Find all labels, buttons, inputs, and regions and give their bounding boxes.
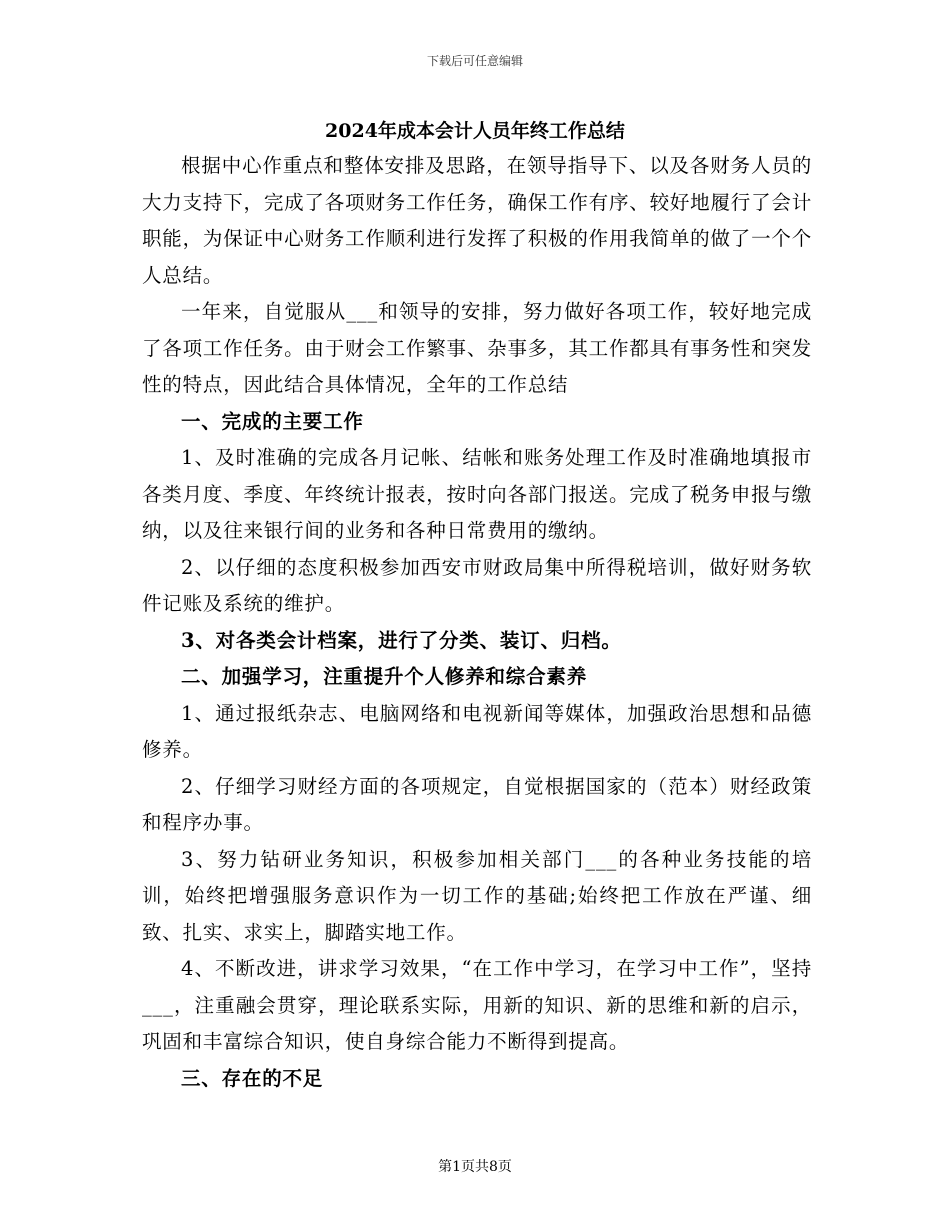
paragraph-study-4: 4、不断改进，讲求学习效果，“在工作中学习，在学习中工作”，坚持___，注重融会贯穿，理论联系实际，用新的知识、新的思维和新的启示，巩固和丰富综合知识，使自身综合能力不断得到提高。 (142, 957, 812, 1053)
page-number: 第1页共8页 (438, 1159, 512, 1175)
paragraph-main-work-2: 2、以仔细的态度积极参加西安市财政局集中所得税培训，做好财务软件记账及系统的维护。 (142, 555, 812, 615)
paragraph-intro: 根据中心作重点和整体安排及思路，在领导指导下、以及各财务人员的大力支持下，完成了各项财务工作任务，确保工作有序、较好地履行了会计职能，为保证中心财务工作顺利进行发挥了积极的作用我简单的做了一个个人总结。 (142, 154, 812, 287)
section-heading-main-work: 一、完成的主要工作 (181, 409, 364, 433)
document-body (142, 148, 812, 1097)
paragraph-overview: 一年来，自觉服从___和领导的安排，努力做好各项工作，较好地完成了各项工作任务。由于财会工作繁事、杂事多，其工作都具有事务性和突发性的特点，因此结合具体情况，全年的工作总结 (142, 300, 812, 396)
paragraph-study-1: 1、通过报纸杂志、电脑网络和电视新闻等媒体，加强政治思想和品德修养。 (142, 701, 812, 761)
section-heading-shortcomings: 三、存在的不足 (181, 1066, 324, 1090)
document-title: 2024年成本会计人员年终工作总结 (325, 120, 625, 142)
paragraph-main-work-3: 3、对各类会计档案，进行了分类、装订、归档。 (181, 628, 622, 652)
section-heading-study: 二、加强学习，注重提升个人修养和综合素养 (181, 665, 588, 688)
paragraph-study-3: 3、努力钻研业务知识，积极参加相关部门___的各种业务技能的培训，始终把增强服务意识作为一切工作的基础;始终把工作放在严谨、细致、扎实、求实上，脚踏实地工作。 (142, 847, 812, 944)
page-header-note: 下载后可任意编辑 (426, 54, 523, 68)
paragraph-study-2: 2、仔细学习财经方面的各项规定，自觉根据国家的（范本）财经政策和程序办事。 (142, 774, 812, 834)
paragraph-main-work-1: 1、及时准确的完成各月记帐、结帐和账务处理工作及时准确地填报市各类月度、季度、年终统计报表，按时向各部门报送。完成了税务申报与缴纳，以及往来银行间的业务和各种日常费用的缴纳。 (142, 446, 812, 542)
